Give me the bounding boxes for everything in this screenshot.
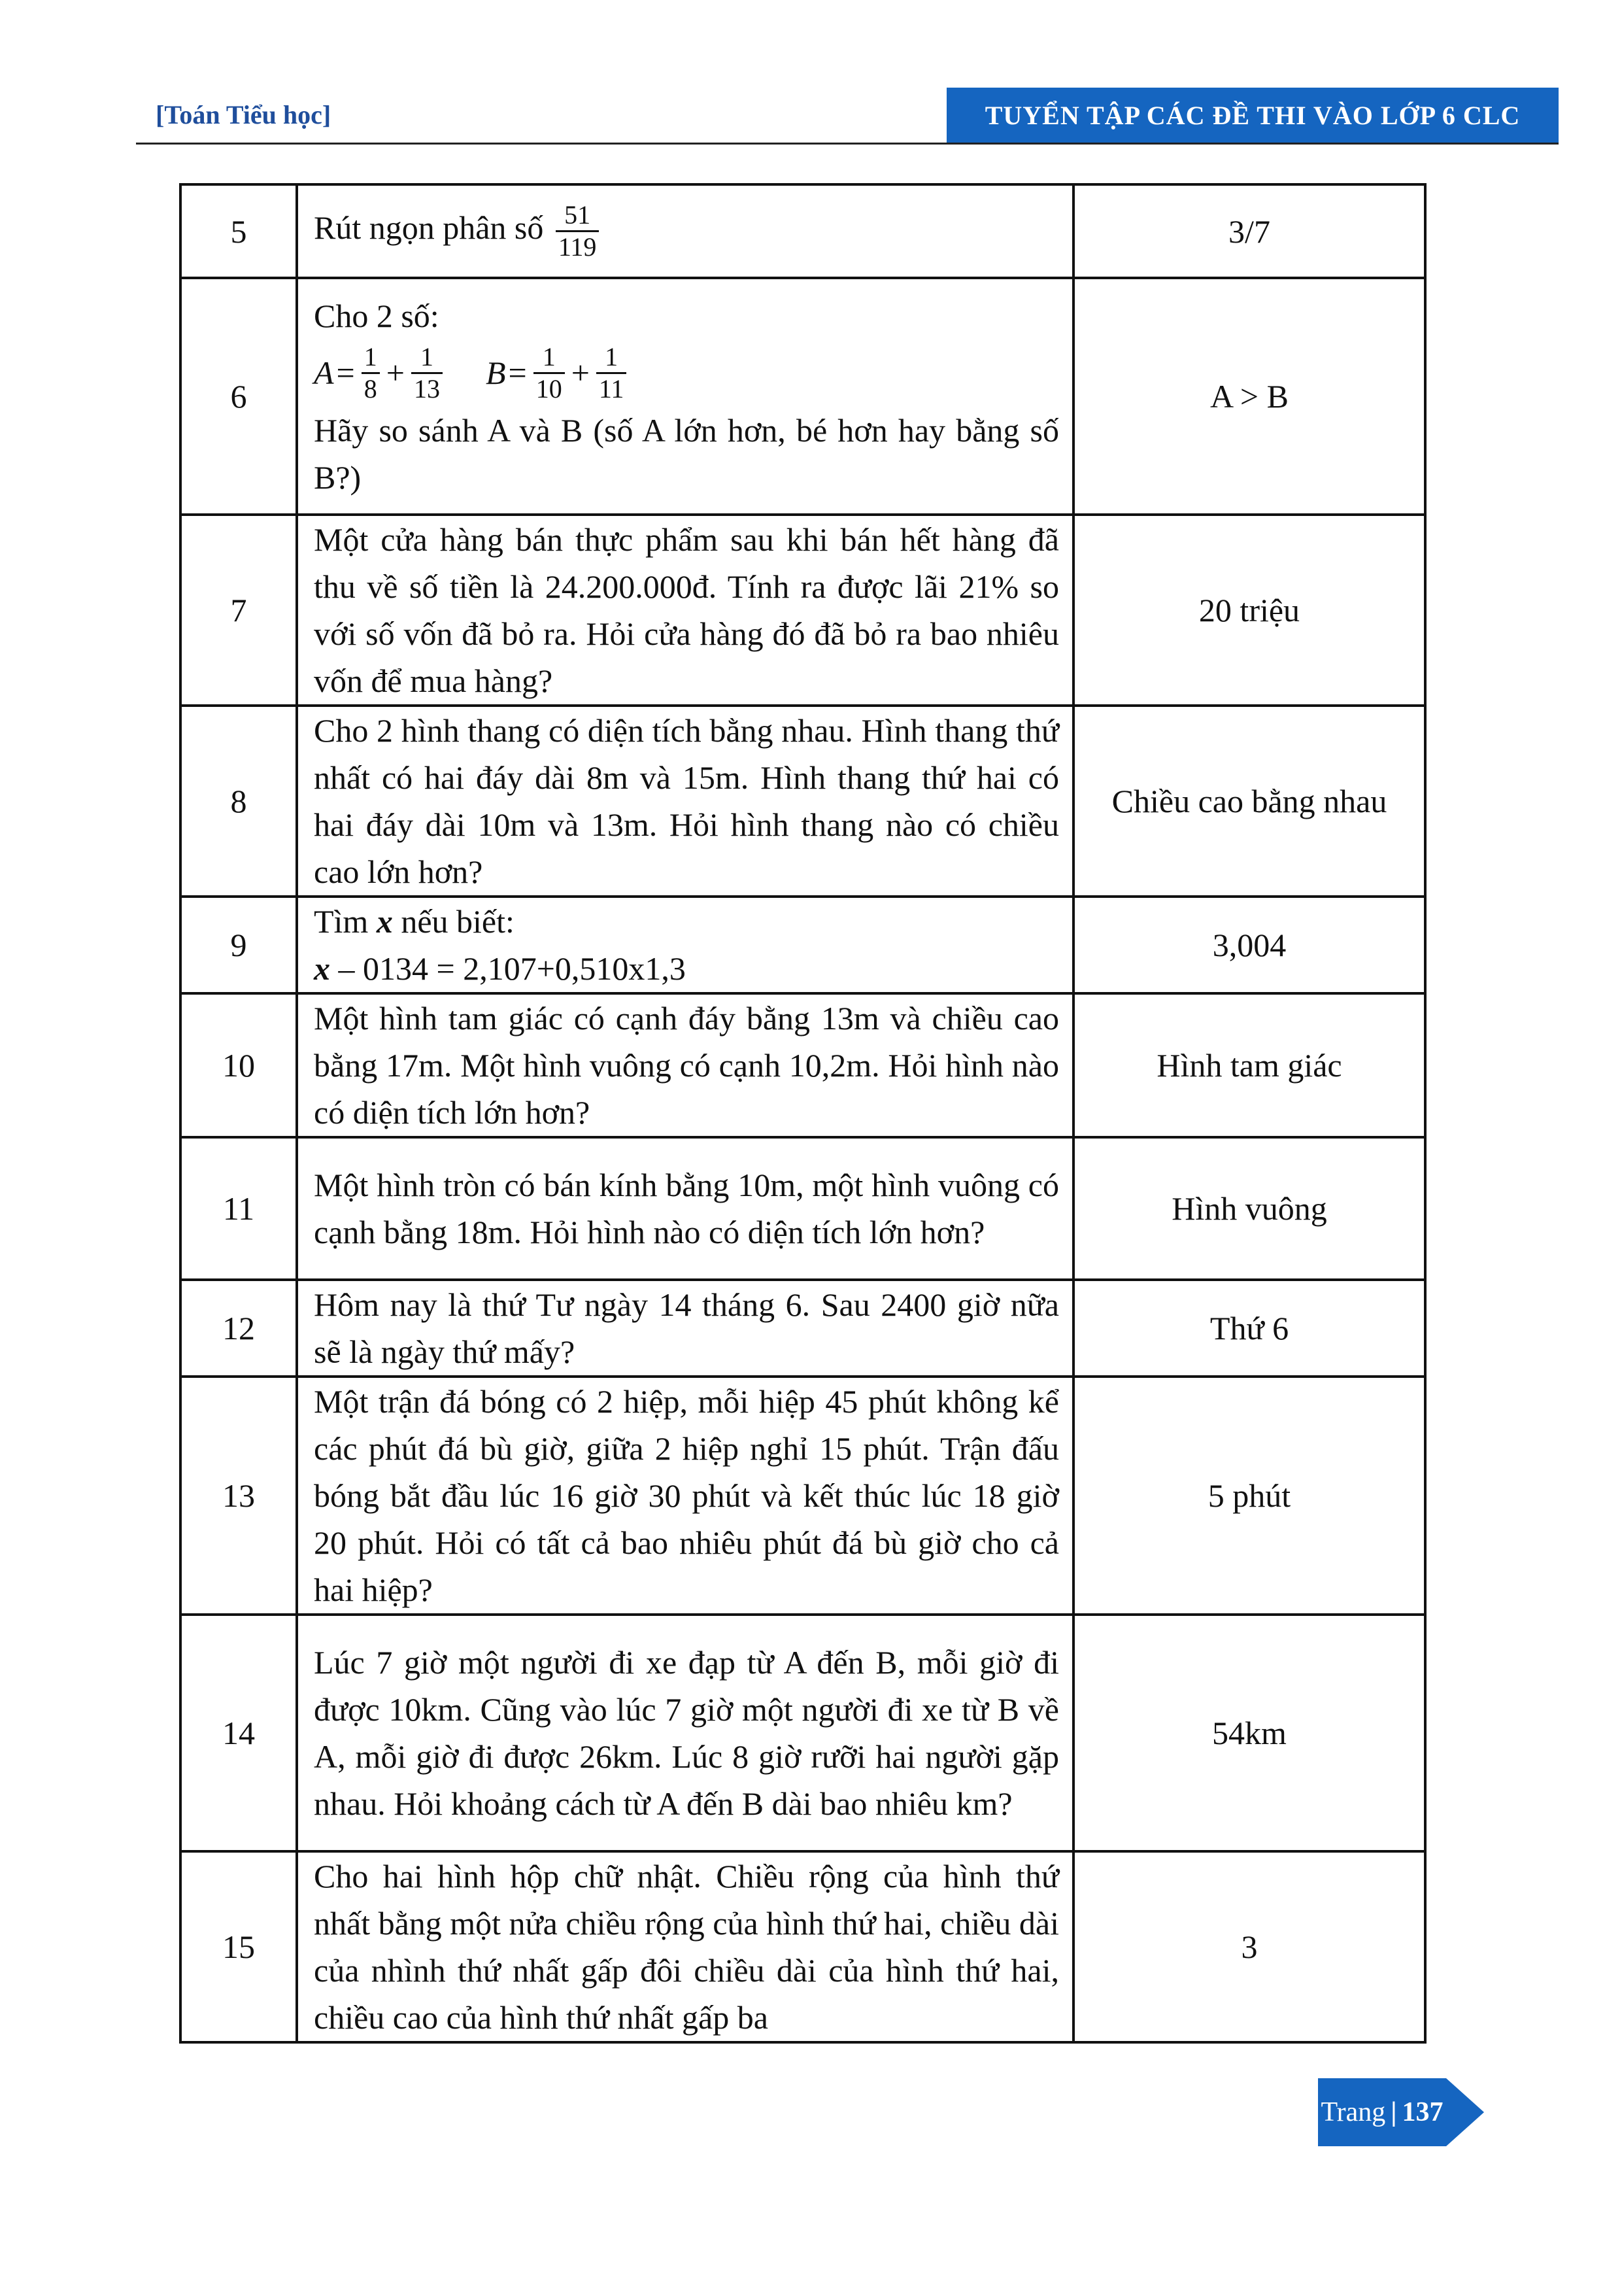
table-row	[180, 1851, 1425, 2042]
page-separator: |	[1391, 2097, 1397, 2127]
row-number: 13	[180, 1377, 297, 1615]
row-number: 7	[180, 515, 297, 706]
page-number-badge	[1318, 2078, 1446, 2146]
question-cell: Lúc 7 giờ một người đi xe đạp từ A đến B, mỗi giờ đi được 10km. Cũng vào lúc 7 giờ một người đi xe từ B về A, mỗi giờ đi được 26km. Lúc 8 giờ rưỡi hai người gặp nhau. Hỏi khoảng cách từ A đến B dài bao nhiêu km?	[297, 1615, 1073, 1851]
fraction-denominator: 10	[533, 372, 565, 404]
fraction-numerator: 1	[542, 341, 556, 371]
answer-cell: Hình vuông	[1073, 1137, 1425, 1280]
question-cell: Cho 2 hình thang có diện tích bằng nhau. Hình thang thứ nhất có hai đáy dài 8m và 15m. Hình thang thứ hai có hai đáy dài 10m và 13m. Hỏi hình thang nào có chiều cao lớn hơn?	[297, 706, 1073, 897]
expr-b-label: B	[485, 354, 506, 391]
expr-b-plus: +	[571, 354, 590, 391]
fraction-numerator: 1	[605, 341, 618, 371]
question-cell: Một hình tam giác có cạnh đáy bằng 13m và chiều cao bằng 17m. Một hình vuông có cạnh 10,2m. Hỏi hình nào có diện tích lớn hơn?	[297, 993, 1073, 1137]
table-row	[180, 897, 1425, 993]
question-cell: Cho hai hình hộp chữ nhật. Chiều rộng của hình thứ nhất bằng một nửa chiều rộng của hình thứ hai, chiều dài của nhình thứ nhất gấp đôi chiều dài của hình thứ hai, chiều cao của hình thứ nhất gấp ba	[297, 1851, 1073, 2042]
question-intro: Cho 2 số:	[314, 297, 439, 334]
page-label: Trang	[1321, 2097, 1386, 2127]
question-text: Hãy so sánh A và B (số A lớn hơn, bé hơn hay bằng số B?)	[314, 411, 1059, 496]
question-text: nếu biết:	[401, 903, 515, 940]
table-row	[180, 1377, 1425, 1615]
fraction-denominator: 8	[362, 372, 380, 404]
variable-x: x	[376, 903, 393, 940]
fraction-denominator: 13	[411, 372, 443, 404]
expr-a-plus: +	[386, 354, 405, 391]
header-title: TUYỂN TẬP CÁC ĐỀ THI VÀO LỚP 6 CLC	[947, 88, 1559, 143]
question-table	[179, 183, 1427, 2044]
fraction	[411, 342, 443, 404]
expr-b-equals: =	[508, 354, 527, 391]
table-row	[180, 515, 1425, 706]
row-number: 6	[180, 278, 297, 515]
variable-x: x	[314, 950, 330, 987]
table-row	[180, 706, 1425, 897]
fraction-numerator: 51	[564, 200, 591, 230]
table-row	[180, 1137, 1425, 1280]
fraction	[556, 200, 600, 262]
answer-cell: 3,004	[1073, 897, 1425, 993]
question-cell: Một hình tròn có bán kính bằng 10m, một hình vuông có cạnh bằng 18m. Hỏi hình nào có diện tích lớn hơn?	[297, 1137, 1073, 1280]
question-cell	[297, 897, 1073, 993]
row-number: 11	[180, 1137, 297, 1280]
question-text: Rút ngọn phân số	[314, 209, 544, 246]
answer-cell: 20 triệu	[1073, 515, 1425, 706]
table-row	[180, 1280, 1425, 1377]
fraction-denominator: 11	[596, 372, 627, 404]
expr-a-equals: =	[336, 354, 355, 391]
answer-cell: 5 phút	[1073, 1377, 1425, 1615]
row-number: 5	[180, 184, 297, 278]
row-number: 14	[180, 1615, 297, 1851]
question-cell	[297, 278, 1073, 515]
answer-cell: Chiều cao bằng nhau	[1073, 706, 1425, 897]
question-cell: Một cửa hàng bán thực phẩm sau khi bán hết hàng đã thu về số tiền là 24.200.000đ. Tính ra được lãi 21% so với số vốn đã bỏ ra. Hỏi cửa hàng đó đã bỏ ra bao nhiêu vốn để mua hàng?	[297, 515, 1073, 706]
table-row	[180, 993, 1425, 1137]
fraction-denominator: 119	[556, 230, 600, 262]
expr-a-label: A	[314, 354, 334, 391]
header-label: [Toán Tiểu học]	[156, 100, 331, 129]
page-badge-arrow	[1446, 2078, 1484, 2146]
fraction	[596, 342, 627, 404]
answer-cell: 3/7	[1073, 184, 1425, 278]
table-row	[180, 278, 1425, 515]
question-text: Tìm	[314, 903, 369, 940]
question-cell	[297, 184, 1073, 278]
page-number: 137	[1402, 2097, 1444, 2127]
row-number: 15	[180, 1851, 297, 2042]
table-row	[180, 1615, 1425, 1851]
header-divider	[136, 143, 1559, 145]
fraction-numerator: 1	[363, 341, 377, 371]
row-number: 8	[180, 706, 297, 897]
answer-cell: Thứ 6	[1073, 1280, 1425, 1377]
question-cell: Một trận đá bóng có 2 hiệp, mỗi hiệp 45 phút không kể các phút đá bù giờ, giữa 2 hiệp nghỉ 15 phút. Trận đấu bóng bắt đầu lúc 16 giờ 30 phút và kết thúc lúc 18 giờ 20 phút. Hỏi có tất cả bao nhiêu phút đá bù giờ cho cả hai hiệp?	[297, 1377, 1073, 1615]
equation-text: – 0134 = 2,107+0,510x1,3	[338, 950, 686, 987]
row-number: 12	[180, 1280, 297, 1377]
answer-cell: Hình tam giác	[1073, 993, 1425, 1137]
fraction-expressions	[314, 339, 1059, 407]
answer-cell: A > B	[1073, 278, 1425, 515]
fraction	[362, 342, 380, 404]
fraction	[533, 342, 565, 404]
question-cell: Hôm nay là thứ Tư ngày 14 tháng 6. Sau 2400 giờ nữa sẽ là ngày thứ mấy?	[297, 1280, 1073, 1377]
answer-cell: 3	[1073, 1851, 1425, 2042]
row-number: 10	[180, 993, 297, 1137]
fraction-numerator: 1	[420, 341, 433, 371]
row-number: 9	[180, 897, 297, 993]
table-row	[180, 184, 1425, 278]
answer-cell: 54km	[1073, 1615, 1425, 1851]
